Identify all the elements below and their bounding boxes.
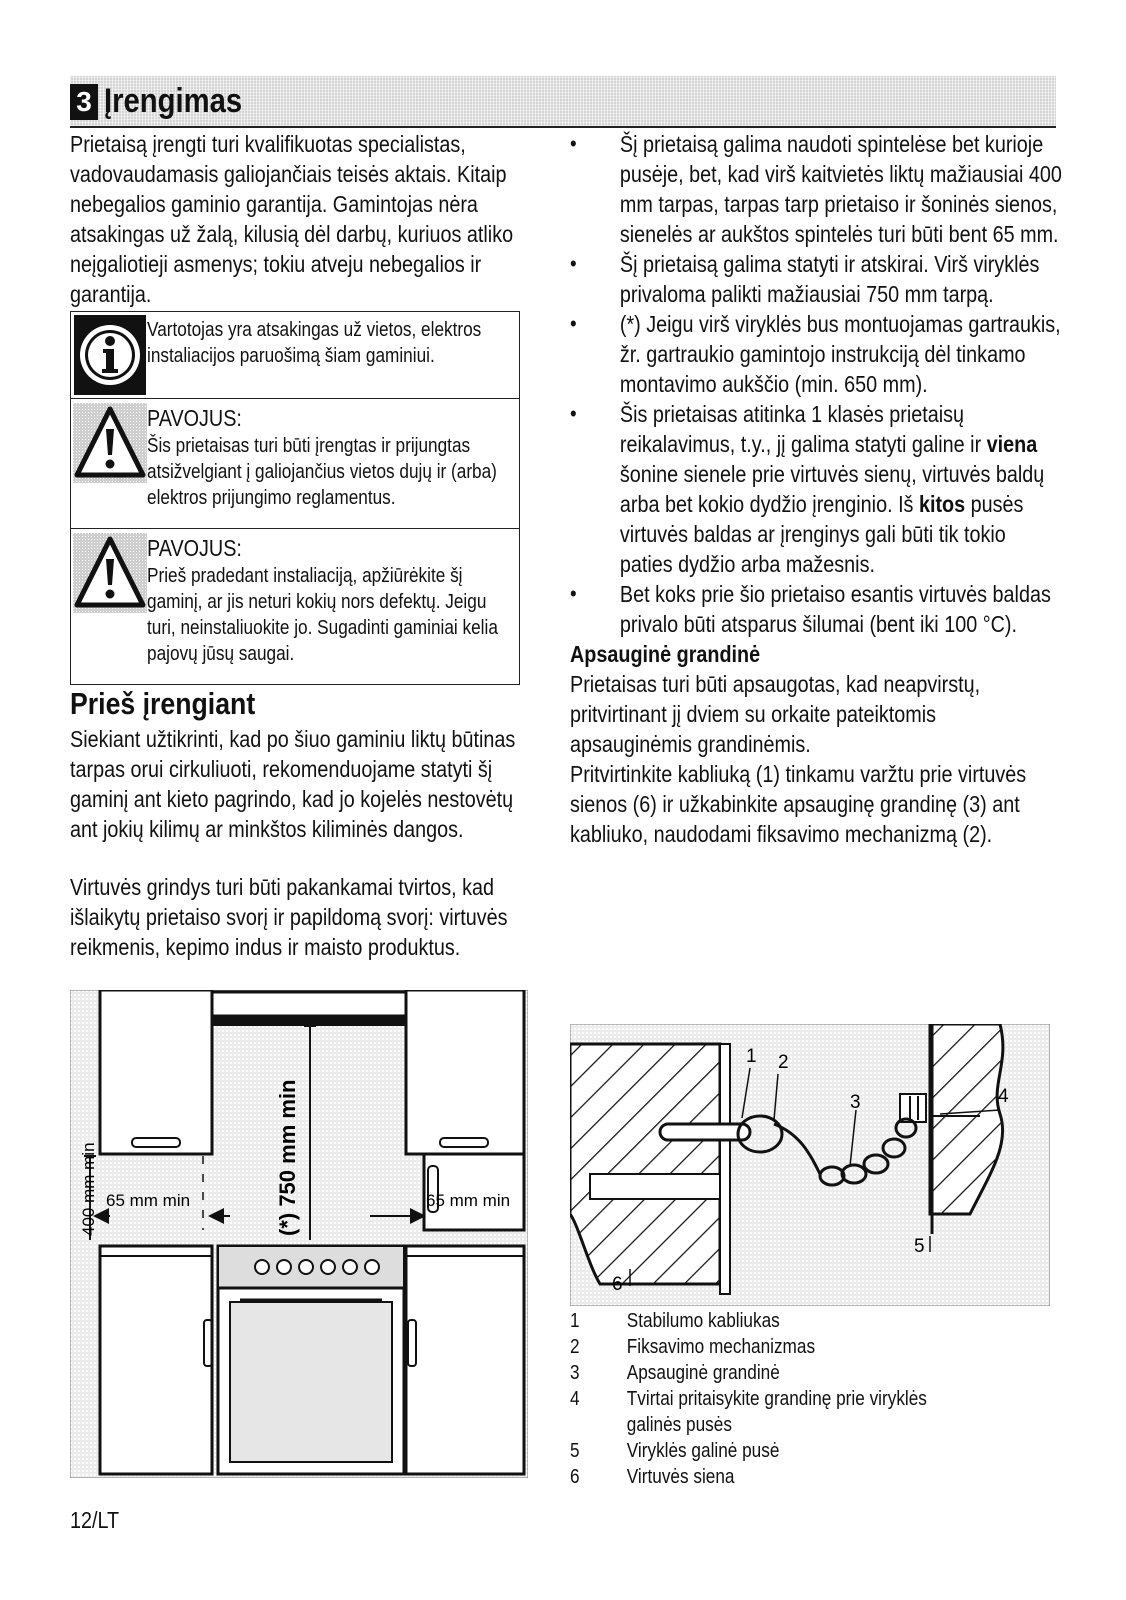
chain-heading: Apsauginė grandinė — [570, 641, 761, 667]
section-number: 3 — [70, 84, 98, 120]
dimension-400-label: 400 mm min — [79, 1142, 98, 1236]
warning-icon — [73, 403, 147, 488]
info-notice — [70, 311, 520, 401]
figure-number-5: 5 — [914, 1236, 925, 1257]
clearance-diagram — [70, 990, 528, 1483]
page-number: 12/LT — [70, 1507, 120, 1533]
before-body-2 — [70, 872, 610, 962]
list-item: • Šį prietaisą galima statyti ir atskirai. Virš viryklės privaloma palikti mažiausiai 750 mm tarpą. — [570, 249, 1062, 309]
list-item: • Bet koks prie šio prietaiso esantis virtuvės baldas privalo būti atsparus šilumai (bent iki 100 °C). — [570, 579, 1062, 639]
legend-row: 6 Virtuvės siena — [570, 1466, 735, 1488]
dimension-750-label: (*) 750 mm min — [275, 1079, 300, 1236]
figure-number-3: 3 — [850, 1092, 861, 1113]
dimension-65-right-label: 65 mm min — [426, 1191, 511, 1210]
legend-row: 5 Viryklės galinė pusė — [570, 1440, 780, 1462]
before-paragraph-1: Siekiant užtikrinti, kad po šiuo gaminiu liktų būtinas tarpas orui cirkuliuoti, rekomenduojame statyti šį gaminį ant kieto pagrindo, kad jo kojelės nestovėtų ant jokių kilimų ar minkštos kiliminės dangos. — [70, 726, 516, 842]
figure-number-2: 2 — [778, 1052, 789, 1073]
requirements-list — [570, 129, 1062, 639]
chain-paragraph-1: Prietaisas turi būti apsaugotas, kad neapvirstų, pritvirtinant jį dviem su orkaite pateiktomis apsauginėmis grandinėmis. — [570, 671, 981, 757]
list-item: • Šis prietaisas atitinka 1 klasės prietaisų reikalavimus, t.y., jį galima statyti galine ir viena šonine sienele prie virtuvės sienų, virtuvės baldų arba bet kokio dydžio įrenginio. Iš kitos pusės virtuvės baldas ar įrenginys gali būti tik tokio paties dydžio arba mažesnis. — [570, 399, 1062, 579]
list-item: • Šį prietaisą galima naudoti spintelėse bet kurioje pusėje, bet, kad virš kaitvietės liktų mažiausiai 400 mm tarpas, tarpas tarp prietaiso ir šoninės sienos, sienelės ar aukštos spintelės turi būti bent 65 mm. — [570, 129, 1062, 249]
chain-paragraph-2: Pritvirtinkite kabliuką (1) tinkamu varžtu prie virtuvės sienos (6) ir užkabinkite apsauginę grandinę (3) ant kabliuko, naudodami fiksavimo mechanizmą (2). — [570, 761, 1027, 847]
info-notice-text: Vartotojas yra atsakingas už vietos, elektros instaliacijos paruošimą šiam gaminiui. — [147, 319, 482, 367]
legend-row: 4 Tvirtai pritaisykite grandinę prie viryklės galinės pusės — [570, 1388, 927, 1436]
before-heading: Prieš įrengiant — [70, 686, 256, 721]
danger-notice-2-text: Prieš pradedant instaliaciją, apžiūrėkite šį gaminį, ar jis neturi kokių nors defektų. Jeigu turi, neinstaliuokite jo. Sugadinti gaminiai kelia pajovų jūsų saugai. — [147, 565, 498, 665]
danger-notice-1-text: Šis prietaisas turi būti įrengtas ir prijungtas atsižvelgiant į galiojančius vietos dujų ir (arba) elektros prijungimo reglamentus. — [147, 435, 497, 509]
danger-notice-2-body — [147, 533, 513, 667]
before-paragraph-2: Virtuvės grindys turi būti pakankamai tvirtos, kad išlaikytų prietaiso svorį ir papildomą svorį: virtuvės reikmenis, kepimo indus ir maisto produktus. — [70, 874, 508, 960]
figure-number-6: 6 — [612, 1274, 623, 1295]
info-icon — [74, 315, 146, 400]
list-item: • (*) Jeigu virš viryklės bus montuojamas gartraukis, žr. gartraukio gamintojo instrukciją dėl tinkamo montavimo aukščio (min. 650 mm). — [570, 309, 1062, 399]
right-column — [570, 129, 1126, 849]
legend-row: 2 Fiksavimo mechanizmas — [570, 1336, 816, 1358]
danger-notice-1 — [70, 398, 520, 531]
danger-heading: PAVOJUS: — [147, 535, 242, 561]
section-header — [70, 76, 1056, 128]
warning-icon — [73, 533, 147, 618]
safety-chain-diagram — [570, 1024, 1050, 1311]
legend-row: 3 Apsauginė grandinė — [570, 1362, 780, 1384]
before-body — [70, 724, 610, 844]
section-title: Įrengimas — [104, 82, 243, 120]
danger-notice-1-body — [147, 403, 513, 511]
figure-legend — [570, 1308, 1017, 1490]
figure-number-4: 4 — [998, 1086, 1009, 1107]
dimension-65-left-label: 65 mm min — [106, 1191, 191, 1210]
legend-row: 1 Stabilumo kabliukas — [570, 1310, 780, 1332]
left-intro — [70, 129, 610, 309]
danger-heading: PAVOJUS: — [147, 405, 242, 431]
intro-paragraph: Prietaisą įrengti turi kvalifikuotas specialistas, vadovaudamasis galiojančiais teisės aktais. Kitaip nebegalios gaminio garantija. Gamintojas nėra atsakingas už žalą, kilusią dėl darbų, kuriuos atliko neįgaliotieji asmenys; tokiu atveju nebegalios ir garantija. — [70, 131, 514, 307]
figure-number-1: 1 — [746, 1046, 757, 1067]
danger-notice-2 — [70, 528, 520, 685]
